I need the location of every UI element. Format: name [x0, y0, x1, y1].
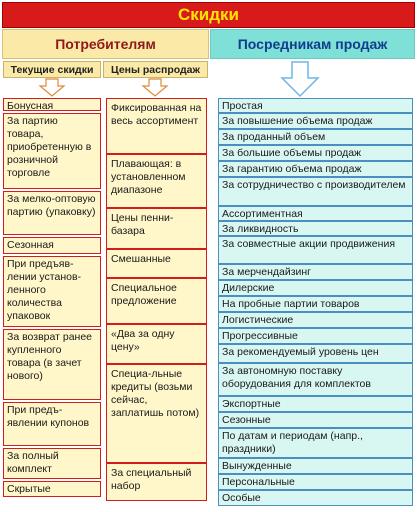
list-item: За мерчендайзинг: [218, 264, 413, 280]
intermediaries-list: [218, 98, 413, 506]
list-item: Дилерские: [218, 280, 413, 296]
arrow-down-icon: [40, 79, 64, 96]
list-item: За большие объемы продаж: [218, 145, 413, 161]
list-item: Логистические: [218, 312, 413, 328]
list-item: За сотрудничество с производителем: [218, 177, 413, 206]
list-item: Прогрессивные: [218, 328, 413, 344]
list-item: «Два за одну цену»: [106, 324, 207, 364]
list-item: Цены пенни-базара: [106, 208, 207, 249]
list-item: За совместные акции продвижения: [218, 236, 413, 264]
list-item: За полный комплект: [3, 448, 101, 479]
sale-prices-header: Цены распродаж: [103, 61, 208, 78]
consumers-header: Потребителям: [2, 29, 209, 59]
current-discounts-list: [3, 98, 101, 499]
list-item: Простая: [218, 98, 413, 113]
list-item: Скрытые: [3, 481, 101, 497]
intermediaries-header: Посредникам продаж: [210, 29, 415, 59]
list-item: Вынужденные: [218, 458, 413, 474]
list-item: За ликвидность: [218, 221, 413, 236]
list-item: За проданный объем: [218, 129, 413, 145]
list-item: Специа-льные кредиты (возьми сейчас, заплатишь потом): [106, 364, 207, 463]
arrow-down-icon: [282, 62, 318, 96]
diagram-title: Скидки: [2, 2, 415, 28]
list-item: Специальное предложение: [106, 278, 207, 324]
list-item: За гарантию объема продаж: [218, 161, 413, 177]
list-item: Плавающая: в установленном диапазоне: [106, 154, 207, 208]
list-item: На пробные партии товаров: [218, 296, 413, 312]
list-item: Фиксированная на весь ассортимент: [106, 98, 207, 154]
list-item: Персональные: [218, 474, 413, 490]
list-item: За мелко-оптовую партию (упаковку): [3, 191, 101, 235]
list-item: При предъ-явлении купонов: [3, 402, 101, 446]
list-item: Сезонная: [3, 237, 101, 254]
sale-prices-list: [106, 98, 207, 501]
list-item: Ассортиментная: [218, 206, 413, 221]
current-discounts-header: Текущие скидки: [3, 61, 101, 78]
list-item: За партию товара, приобретенную в розничной торговле: [3, 113, 101, 189]
list-item: При предъяв-лении установ-ленного количества упаковок: [3, 256, 101, 327]
list-item: Экспортные: [218, 396, 413, 412]
list-item: Особые: [218, 490, 413, 506]
list-item: За возврат ранее купленного товара (в зачет нового): [3, 329, 101, 400]
list-item: Смешанные: [106, 249, 207, 278]
list-item: Сезонные: [218, 412, 413, 428]
list-item: Бонусная: [3, 98, 101, 111]
list-item: За автономную поставку оборудования для комплектов: [218, 363, 413, 396]
list-item: За рекомендуемый уровень цен: [218, 344, 413, 363]
arrow-down-icon: [143, 79, 167, 96]
list-item: По датам и периодам (напр., праздники): [218, 428, 413, 458]
list-item: За специальный набор: [106, 463, 207, 501]
list-item: За повышение объема продаж: [218, 113, 413, 129]
